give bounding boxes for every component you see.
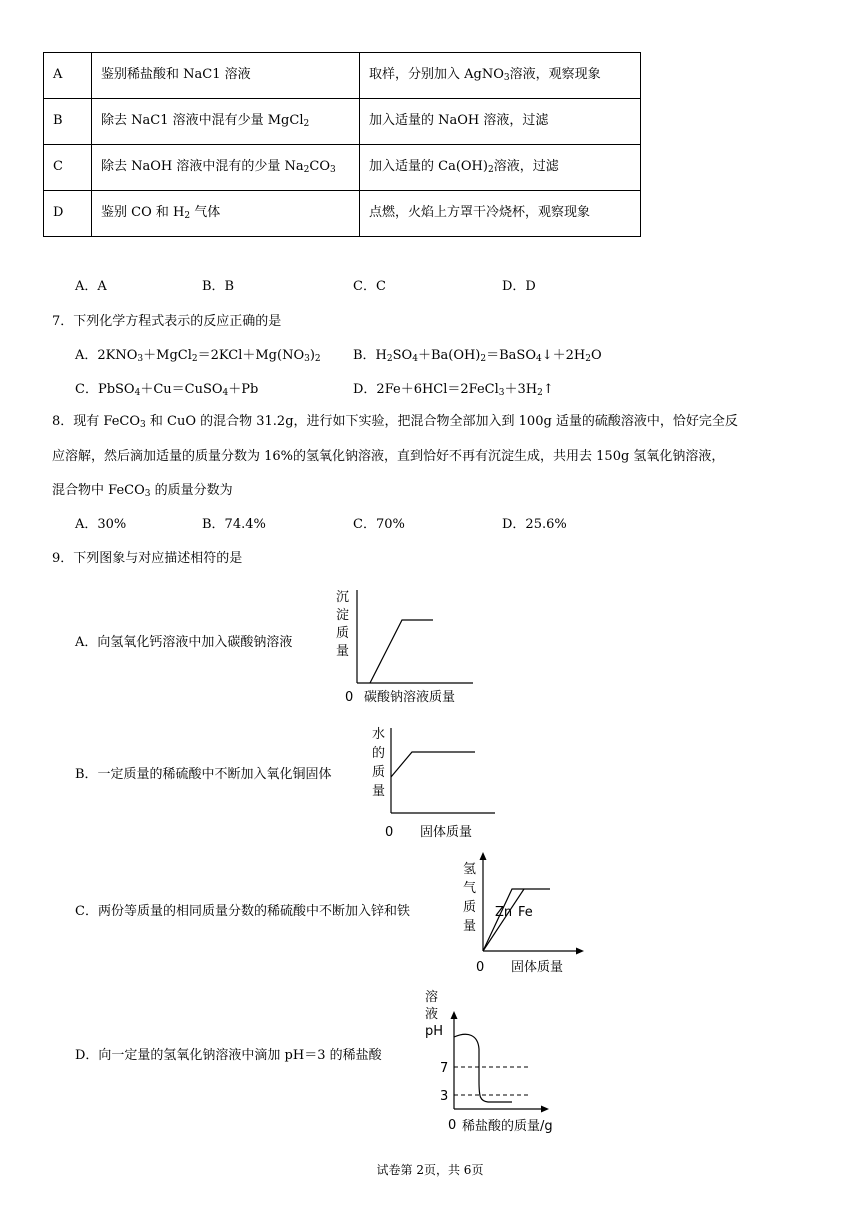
graph-a-origin: 0 — [345, 690, 354, 705]
graph-c-origin: 0 — [476, 960, 485, 975]
graph-b-ylabel-2: 的 — [372, 746, 386, 761]
q7-option-a: A．$2KNO_3+MgCl_2=2KCl+Mg(NO_3)_2$ — [75, 348, 321, 364]
q8-option-d: D．25.6% — [502, 517, 567, 532]
subscript: 3 — [144, 489, 151, 499]
row-label: A — [44, 53, 92, 99]
graph-c-xlabel: 固体质量 — [511, 960, 564, 975]
subscript: 2 — [314, 354, 321, 364]
graph-b-ylabel-1: 水 — [372, 727, 386, 742]
graph-d-ylabel-3: pH — [425, 1024, 444, 1039]
row-method: 点燃，火焰上方罩干冷烧杯，观察现象 — [360, 191, 641, 237]
q6-option-d: D．D — [502, 279, 536, 294]
subscript: 4 — [134, 388, 141, 398]
row-purpose: 除去 NaOH 溶液中混有的少量 $Na_2CO_3$ — [92, 145, 360, 191]
subscript: 2 — [303, 119, 310, 130]
graph-d-y-arrow — [451, 1011, 458, 1019]
page-footer: 试卷第 2页，共 6页 — [376, 1163, 484, 1177]
subscript: 4 — [536, 354, 542, 364]
subscript: 2 — [480, 354, 487, 364]
subscript: 3 — [140, 420, 146, 430]
graph-b-xlabel: 固体质量 — [420, 825, 473, 840]
graph-d — [412, 985, 574, 1140]
graph-d-ytick-7: 7 — [440, 1061, 449, 1076]
row-method: 加入适量的 $Ca(OH)_2$溶液，过滤 — [360, 145, 641, 191]
graph-b-ylabel-4: 量 — [372, 784, 386, 799]
subscript: 3 — [498, 388, 505, 398]
graph-c-x-arrow — [576, 948, 584, 955]
subscript: 2 — [487, 165, 494, 176]
q7-stem: 7．下列化学方程式表示的反应正确的是 — [52, 314, 282, 329]
table-row — [44, 191, 641, 237]
subscript: 2 — [537, 388, 543, 398]
row-purpose: 鉴别 CO 和 $H_2$ 气体 — [92, 191, 360, 237]
graph-a-curve — [370, 620, 433, 683]
graph-d-xlabel: 稀盐酸的质量/g — [462, 1119, 553, 1134]
graph-d-ylabel-2: 液 — [425, 1007, 439, 1022]
q7-option-b: B．$H_2SO_4+Ba(OH)_2=BaSO_4↓+2H_2O$ — [353, 348, 602, 364]
graph-c-curve-fe — [483, 889, 524, 951]
row-method: 取样，分别加入 AgNO$_3$溶液，观察现象 — [360, 53, 641, 99]
graph-c-series-zn: Zn — [495, 905, 513, 920]
q8-stem-line-2: 应溶解，然后滴加适量的质量分数为 16%的氢氧化钠溶液，直到恰好不再有沉淀生成，共用去 150g 氢氧化钠溶液， — [52, 449, 725, 464]
subscript: 2 — [184, 211, 191, 222]
graph-d-x-arrow — [541, 1106, 549, 1113]
subscript: 2 — [585, 354, 591, 364]
graph-c-series-fe: Fe — [518, 905, 533, 920]
subscript: 3 — [503, 73, 510, 84]
graph-b-origin: 0 — [385, 825, 394, 840]
subscript: 3 — [137, 354, 144, 364]
graph-c-ylabel-2: 气 — [463, 881, 477, 896]
graph-c-y-arrow — [480, 852, 487, 860]
subscript: 4 — [222, 388, 229, 398]
subscript: 2 — [191, 354, 198, 364]
subscript: 2 — [303, 165, 310, 176]
graph-d-ylabel-1: 溶 — [425, 990, 439, 1005]
graph-d-ytick-3: 3 — [440, 1089, 449, 1104]
table-row — [44, 99, 641, 145]
subscript: 2 — [386, 354, 393, 364]
table-row — [44, 53, 641, 99]
graph-c-ylabel-4: 量 — [463, 919, 477, 934]
graph-a-xlabel: 碳酸钠溶液质量 — [364, 690, 456, 705]
table-row — [44, 145, 641, 191]
row-purpose: 鉴别稀盐酸和 NaC1 溶液 — [92, 53, 360, 99]
graph-d-origin: 0 — [448, 1118, 457, 1133]
q6-option-c: C．C — [353, 279, 386, 294]
q7-option-d: D．$2Fe+6HCl=2FeCl_3+3H_2↑$ — [353, 382, 554, 398]
q9-option-d-text: D．向一定量的氢氧化钠溶液中滴加 pH＝3 的稀盐酸 — [75, 1048, 382, 1063]
q9-option-a-text: A．向氢氧化钙溶液中加入碳酸钠溶液 — [75, 635, 293, 650]
graph-a — [320, 580, 480, 710]
graph-c-curve-zn — [483, 889, 550, 951]
subscript: 4 — [412, 354, 418, 364]
subscript: 3 — [330, 165, 336, 176]
row-purpose: 除去 NaC1 溶液中混有少量 MgCl$_2$ — [92, 99, 360, 145]
row-method: 加入适量的 NaOH 溶液，过滤 — [360, 99, 641, 145]
q6-option-a: A．A — [75, 279, 107, 294]
subscript: 3 — [304, 354, 310, 364]
graph-b-curve — [391, 752, 475, 777]
graph-c-ylabel-1: 氢 — [463, 862, 477, 877]
graph-c-ylabel-3: 质 — [463, 900, 477, 915]
q8-stem-line-3: 混合物中 FeCO$_3$ 的质量分数为 — [52, 483, 233, 499]
q9-stem: 9．下列图象与对应描述相符的是 — [52, 551, 243, 566]
graph-a-ylabel-1: 沉 — [336, 590, 350, 605]
row-label: D — [44, 191, 92, 237]
q7-option-c: C．PbSO$_4$＋Cu＝CuSO$_4$＋Pb — [75, 382, 259, 398]
q8-option-b: B．74.4% — [202, 517, 266, 532]
q8-option-a: A．30% — [75, 517, 127, 532]
graph-a-ylabel-2: 淀 — [336, 608, 350, 623]
row-label: C — [44, 145, 92, 191]
options-table — [43, 52, 641, 237]
q8-option-c: C．70% — [353, 517, 405, 532]
q8-stem-line-1: 8．现有 FeCO$_3$ 和 CuO 的混合物 31.2g，进行如下实验，把混合物全部加入到 100g 适量的硫酸溶液中，恰好完全反 — [52, 414, 738, 430]
q9-option-c-text: C．两份等质量的相同质量分数的稀硫酸中不断加入锌和铁 — [75, 904, 410, 919]
graph-b — [360, 720, 500, 845]
row-label: B — [44, 99, 92, 145]
q9-option-b-text: B．一定质量的稀硫酸中不断加入氧化铜固体 — [75, 767, 332, 782]
graph-c — [455, 847, 590, 982]
graph-a-ylabel-3: 质 — [336, 626, 350, 641]
q6-option-b: B．B — [202, 279, 235, 294]
graph-a-ylabel-4: 量 — [336, 644, 350, 659]
graph-b-ylabel-3: 质 — [372, 765, 386, 780]
graph-d-curve — [454, 1034, 512, 1102]
